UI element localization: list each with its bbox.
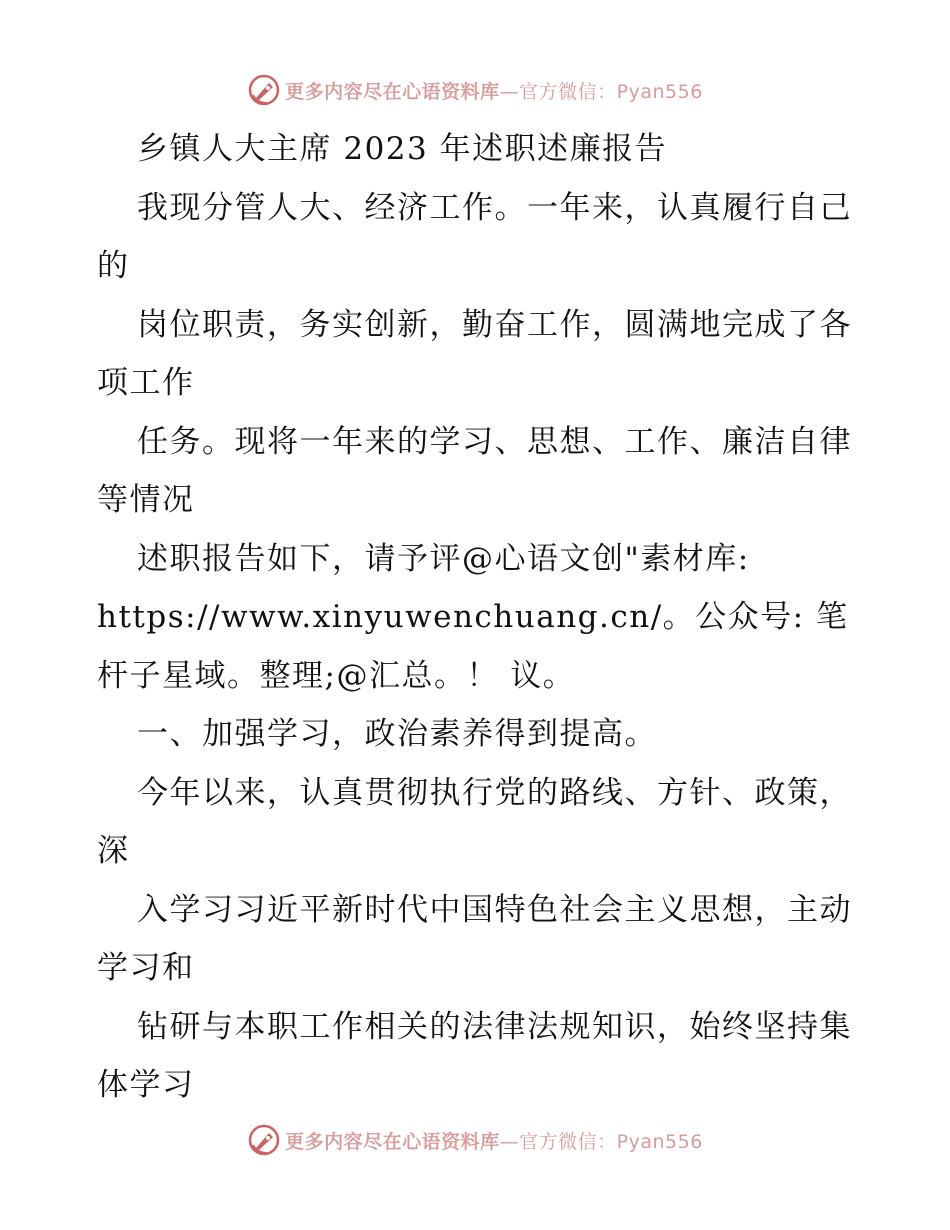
document-title: 乡镇人大主席 2023 年述职述廉报告: [137, 131, 668, 167]
paragraph-line: 述职报告如下，请予评@心语文创"素材库:: [137, 540, 750, 577]
paragraph-line: 今年以来，认真贯彻执行党的路线、方针、政策，深: [97, 774, 852, 869]
paragraph-line: 任务。现将一年来的学习、思想、工作、廉洁自律等情况: [97, 423, 852, 518]
watermark-site: 更多内容尽在心语资料库: [285, 80, 500, 103]
paragraph-line: https://www.xinyuwenchuang.cn/。公众号: 笔杆子星域。整理;@汇总。！ 议。: [97, 599, 849, 694]
header-watermark: [0, 70, 950, 110]
watermark-text: [285, 77, 703, 104]
watermark-suffix: —官方微信：Pyan556: [499, 80, 703, 103]
watermark-suffix: —官方微信：Pyan556: [499, 1130, 703, 1153]
paragraph-line: 入学习习近平新时代中国特色社会主义思想，主动学习和: [97, 891, 852, 986]
footer-watermark: [0, 1120, 950, 1160]
pen-nib-logo-icon: [247, 73, 281, 107]
watermark-text: [285, 1127, 703, 1154]
paragraph-line: 岗位职责，务实创新，勤奋工作，圆满地完成了各项工作: [97, 306, 852, 401]
section-heading: 一、加强学习，政治素养得到提高。: [137, 716, 657, 752]
watermark-site: 更多内容尽在心语资料库: [285, 1130, 500, 1153]
paragraph-line: 我现分管人大、经济工作。一年来，认真履行自己的: [97, 189, 852, 284]
pen-nib-logo-icon: [247, 1123, 281, 1157]
document-body: [97, 120, 857, 1115]
paragraph-line: 钻研与本职工作相关的法律法规知识，始终坚持集体学习: [97, 1008, 852, 1103]
